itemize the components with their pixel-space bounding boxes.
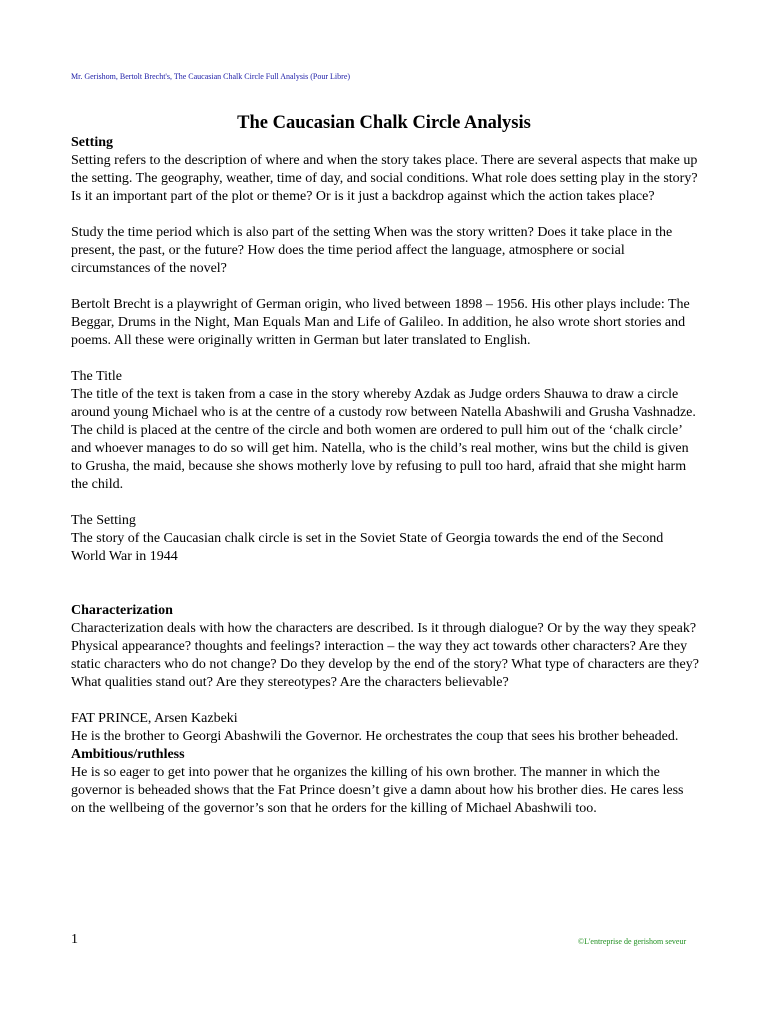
- title-subheading: The Title: [71, 369, 122, 384]
- paragraph-spacer: [71, 566, 699, 602]
- the-setting-paragraph: The story of the Caucasian chalk circle is set in the Soviet State of Georgia towards the end of the Second World War in 1944: [71, 531, 664, 564]
- title-paragraph: The title of the text is taken from a case in the story whereby Azdak as Judge orders Shauwa to draw a circle around young Michael who is at the centre of a custody row between Natella Abashwili and Grusha Vashnadze. The child is placed at the centre of the circle and both women are ordered to pull him out of the ‘chalk circle’ and whoever manages to do so will get him. Natella, who is the child’s real mother, wins but the child is given to Grusha, the maid, because she shows motherly love by refusing to pull too hard, afraid that she might harm the child.: [71, 387, 696, 492]
- fat-prince-paragraph: He is the brother to Georgi Abashwili the Governor. He orchestrates the coup that sees his brother beheaded.: [71, 729, 679, 744]
- ambitious-paragraph: He is so eager to get into power that he organizes the killing of his own brother. The manner in which the governor is beheaded shows that the Fat Prince doesn’t give a damn about how his brother dies. He cares less on the wellbeing of the governor’s son that he orders for the killing of Michael Abashwili too.: [71, 765, 684, 816]
- page-number: 1: [71, 932, 78, 947]
- document-title: The Caucasian Chalk Circle Analysis: [237, 113, 531, 133]
- paragraph-spacer: [71, 494, 699, 512]
- ambitious-heading: Ambitious/ruthless: [71, 747, 185, 762]
- document-body: [71, 134, 699, 818]
- fat-prince-subheading: FAT PRINCE, Arsen Kazbeki: [71, 711, 238, 726]
- characterization-paragraph: Characterization deals with how the characters are described. Is it through dialogue? Or by the way they speak? Physical appearance? thoughts and feelings? interaction – the way they act towards other characters? Are they static characters who do not change? Do they develop by the end of the story? What type of characters are they? What qualities stand out? Are they stereotypes? Are the characters believable?: [71, 621, 699, 690]
- setting-paragraph-1: Setting refers to the description of where and when the story takes place. There are several aspects that make up the setting. The geography, weather, time of day, and social conditions. What role does setting play in the story? Is it an important part of the plot or theme? Or is it just a backdrop against which the action takes place?: [71, 153, 698, 204]
- setting-paragraph-3: Bertolt Brecht is a playwright of German origin, who lived between 1898 – 1956. His other plays include: The Beggar, Drums in the Night, Man Equals Man and Life of Galileo. In addition, he also wrote short stories and poems. All these were originally written in German but later translated to English.: [71, 297, 690, 348]
- paragraph-spacer: [71, 206, 699, 224]
- the-setting-subheading: The Setting: [71, 513, 136, 528]
- footer-copyright: ©L'entreprise de gerishom seveur: [578, 937, 687, 946]
- setting-heading: Setting: [71, 135, 113, 150]
- running-header: Mr. Gerishom, Bertolt Brecht's, The Caucasian Chalk Circle Full Analysis (Pour Libre): [71, 72, 351, 81]
- characterization-heading: Characterization: [71, 603, 173, 618]
- paragraph-spacer: [71, 278, 699, 296]
- setting-paragraph-2: Study the time period which is also part of the setting When was the story written? Does it take place in the present, the past, or the future? How does the time period affect the language, atmosphere or social circumstances of the novel?: [71, 225, 673, 276]
- paragraph-spacer: [71, 350, 699, 368]
- paragraph-spacer: [71, 692, 699, 710]
